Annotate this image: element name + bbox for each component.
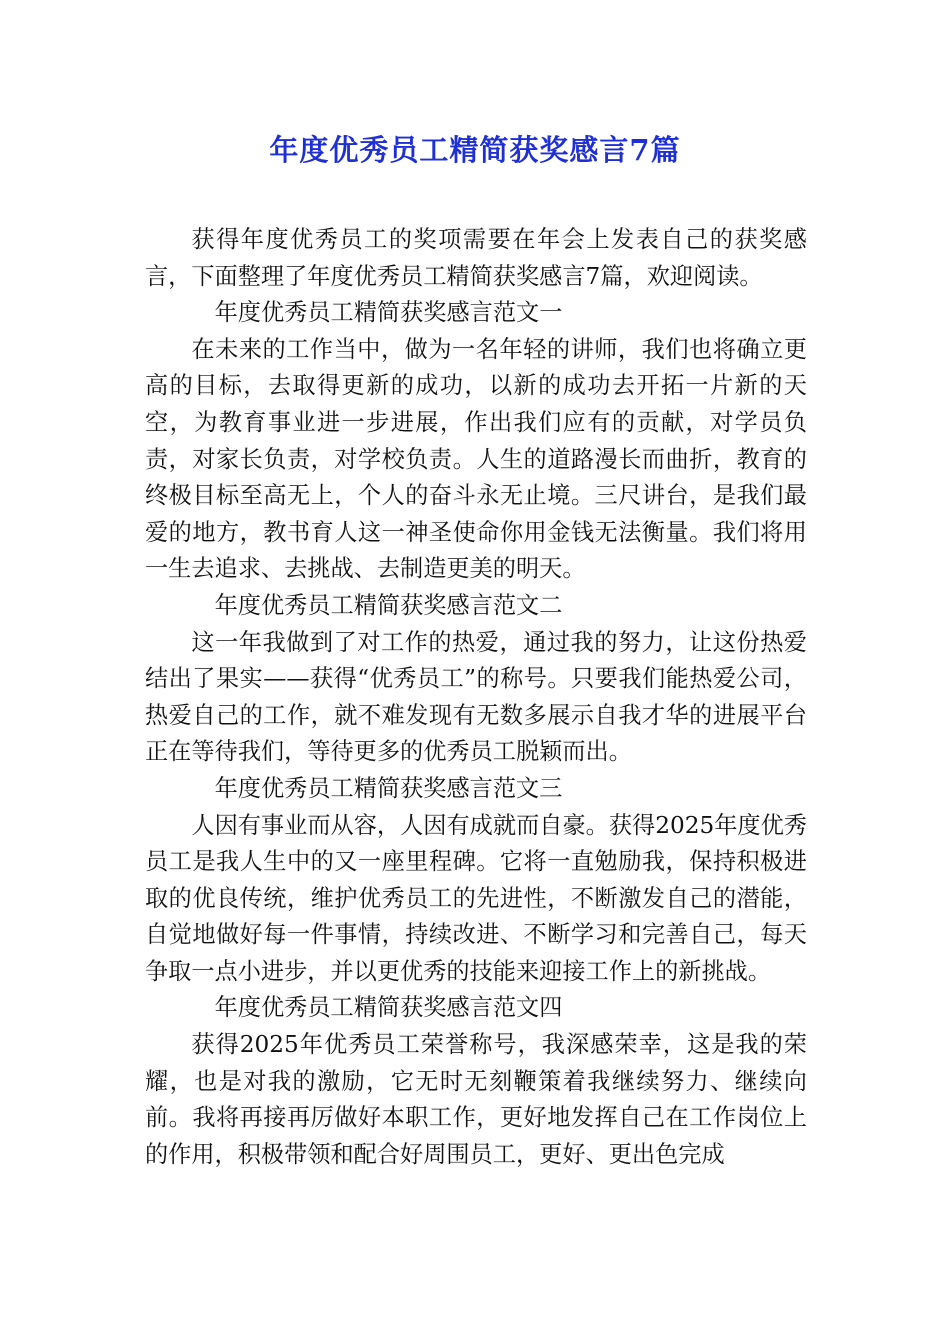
intro-paragraph: 获得年度优秀员工的奖项需要在年会上发表自己的获奖感言，下面整理了年度优秀员工精简获奖感言7篇，欢迎阅读。 <box>145 226 807 290</box>
section-paragraph-4: 获得2025年优秀员工荣誉称号，我深感荣幸，这是我的荣耀，也是对我的激励，它无时无刻鞭策着我继续努力、继续向前。我将再接再厉做好本职工作，更好地发挥自己在工作岗位上的作用，积极带领和配合好周围员工，更好、更出色完成 <box>145 1031 807 1168</box>
section-heading-3: 年度优秀员工精简获奖感言范文三 <box>214 774 563 802</box>
document-title: 年度优秀员工精简获奖感言7篇 <box>269 133 681 167</box>
section-paragraph-3: 人因有事业而从容，人因有成就而自豪。获得2025年度优秀员工是我人生中的又一座里程碑。它将一直勉励我，保持积极进取的优良传统，维护优秀员工的先进性，不断激发自己的潜能，自觉地做好每一件事情，持续改进、不断学习和完善自己，每天争取一点小进步，并以更优秀的技能来迎接工作上的新挑战。 <box>145 811 807 985</box>
document-body <box>145 222 807 1173</box>
section-paragraph-2: 这一年我做到了对工作的热爱，通过我的努力，让这份热爱结出了果实——获得“优秀员工”的称号。只要我们能热爱公司，热爱自己的工作，就不难发现有无数多展示自我才华的进展平台正在等待我们，等待更多的优秀员工脱颖而出。 <box>145 628 807 766</box>
section-heading-4: 年度优秀员工精简获奖感言范文四 <box>214 994 563 1022</box>
section-heading-1: 年度优秀员工精简获奖感言范文一 <box>214 299 563 327</box>
section-heading-2: 年度优秀员工精简获奖感言范文二 <box>214 591 563 619</box>
section-paragraph-1: 在未来的工作当中，做为一名年轻的讲师，我们也将确立更高的目标，去取得更新的成功，以新的成功去开拓一片新的天空，为教育事业进一步进展，作出我们应有的贡献，对学员负责，对家长负责，对学校负责。人生的道路漫长而曲折，教育的终极目标至高无上，个人的奋斗永无止境。三尺讲台，是我们最爱的地方，教书育人这一神圣使命你用金钱无法衡量。我们将用一生去追求、去挑战、去制造更美的明天。 <box>145 335 807 583</box>
